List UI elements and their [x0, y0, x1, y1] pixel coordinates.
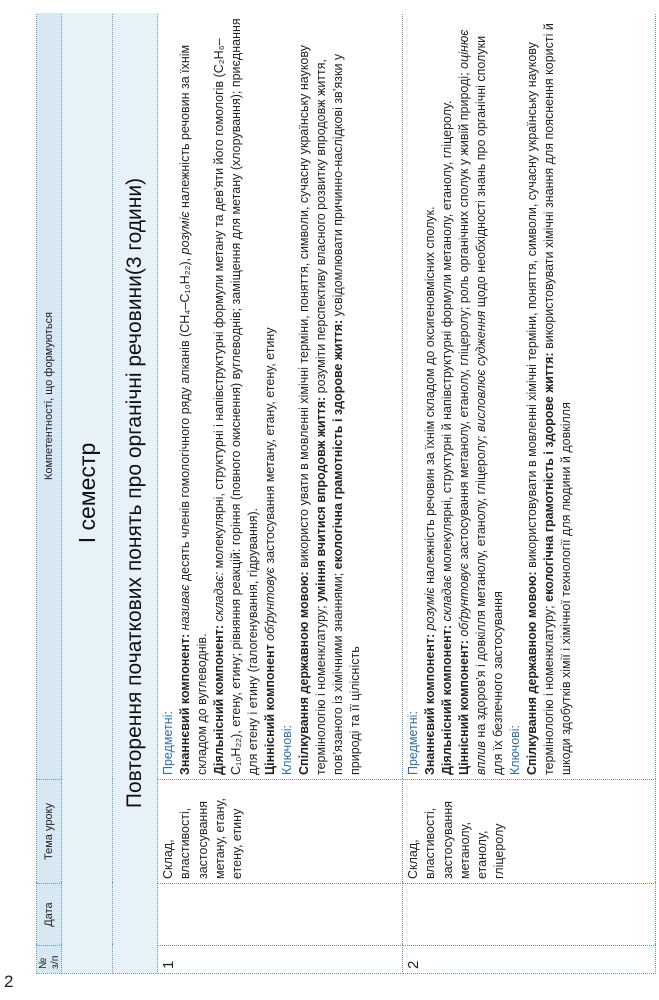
key-learn-text: розуміти перспективу власного розвитку впродовж життя, пов’язаного із хімічними знаннями; [314, 59, 345, 775]
activity-label: Діяльнісний компонент: [440, 625, 454, 775]
activity-text: молекулярні, структурні й напівструктурні формули метанолу, етанолу, гліцеролу. [440, 100, 454, 572]
activity-verb: складає: [212, 571, 226, 622]
value-verb: обґрунтовує [457, 562, 471, 637]
value-verb-2: оцінює вплив [457, 29, 488, 775]
header-num: № з/п [37, 946, 62, 974]
key-comm-label: Спілкування державною мовою: [297, 571, 311, 775]
row-number: 2 [403, 946, 656, 974]
key-eco-label: екологічна грамотність і здорове життя: [331, 319, 345, 570]
rotated-table-container [36, 13, 659, 974]
key-comm-text: використовувати в мовленні хімічні терміни, поняття, символи, сучасну українську наукову термінологію і номенклатуру; [525, 42, 556, 775]
curriculum-table-wrapper [36, 13, 659, 974]
value-text: застосування метанолу, етанолу, гліцеролу; роль органічних сполук у живій природі; [457, 72, 471, 560]
knowledge-label: Знаннєвий компонент: [178, 633, 192, 775]
section-row [113, 13, 158, 974]
activity-verb: складає [440, 575, 454, 622]
key-label: Ключові: [508, 724, 522, 775]
key-comm-label: Спілкування державною мовою: [525, 571, 539, 775]
key-eco-text: усвідомлювати причинно-наслідкові зв’язки у природі та її цілісність [331, 53, 362, 775]
table-header-row [37, 13, 62, 974]
value-text: застосування метану, етану, етену, етину [263, 327, 277, 564]
value-label: Ціннісний компонент: [457, 640, 471, 775]
semester-title: І семестр [62, 13, 113, 974]
subject-label: Предметні: [161, 711, 175, 775]
row-date [158, 884, 403, 946]
header-competencies: Компетентності, що формуються [37, 13, 62, 780]
activity-label: Діяльнісний компонент: [212, 625, 226, 775]
row-competencies [158, 13, 403, 780]
knowledge-text-2: належність речовин за їхнім складом до вуглеводнів. [178, 44, 209, 775]
value-verb-3: висловлює судження [474, 310, 488, 432]
knowledge-label: Знаннєвий компонент: [423, 633, 437, 775]
row-competencies [403, 13, 656, 780]
curriculum-table [36, 13, 656, 974]
row-date [403, 884, 656, 946]
table-row [403, 13, 656, 974]
knowledge-verb-2: розуміє [178, 211, 192, 255]
header-date: Дата [37, 884, 62, 946]
value-label: Ціннісний компонент [263, 644, 277, 775]
semester-row [62, 13, 113, 974]
header-theme: Тема уроку [37, 780, 62, 884]
row-theme: Склад, властивості, застосування метану, етану, етену, етину [158, 780, 403, 884]
section-title: Повторення початкових понять про органічні речовини(3 години) [113, 13, 158, 974]
key-label: Ключові: [280, 724, 294, 775]
value-text-3: щодо необхідності знань про органічні сполуки для їх безпечного застосування [474, 35, 505, 775]
knowledge-text: належність речовин за їхнім складом до оксигеновмісних сполук. [423, 206, 437, 584]
row-theme: Склад, властивості, застосування метанолу, етанолу, гліцеролу [403, 780, 656, 884]
knowledge-text: десять членів гомологічного ряду алканів (CH₄–C₁₀H₂₂), [178, 257, 192, 582]
activity-text: молекулярні, структурні і напівструктурні формули метану та дев’яти його гомологів (C₂H₆–C₁₀H₂₂), етену, етину; рівняння реакцій: горіння (повного окиснення) вуглеводнів; заміщення для метану (хлорування); приєднання для етену і етину (галогенування, гідрування). [212, 18, 260, 775]
value-text-2: на здоров’я і довкілля метанолу, етанолу, гліцеролу; [474, 435, 488, 738]
table-row [158, 13, 403, 974]
page-number: 2 [4, 972, 14, 991]
subject-label: Предметні: [406, 711, 420, 775]
key-comm-text: використо увати в мовленні хімічні терміни, поняття, символи, сучасну українську наукову термінологію і номенклатуру; [297, 45, 328, 775]
knowledge-verb: розуміє [423, 587, 437, 631]
value-verb: обґрунтовує [263, 567, 277, 641]
key-learn-label: уміння вчитися впродовж життя: [314, 396, 328, 602]
key-eco-text: використовувати хімічні знання для пояснення користі й шкоди здобутків хімії і хімічної технології для людини й довкілля [542, 23, 573, 775]
row-number: 1 [158, 946, 403, 974]
knowledge-verb: називає [178, 584, 192, 631]
key-eco-label: екологічна грамотність і здорове життя: [542, 352, 556, 602]
